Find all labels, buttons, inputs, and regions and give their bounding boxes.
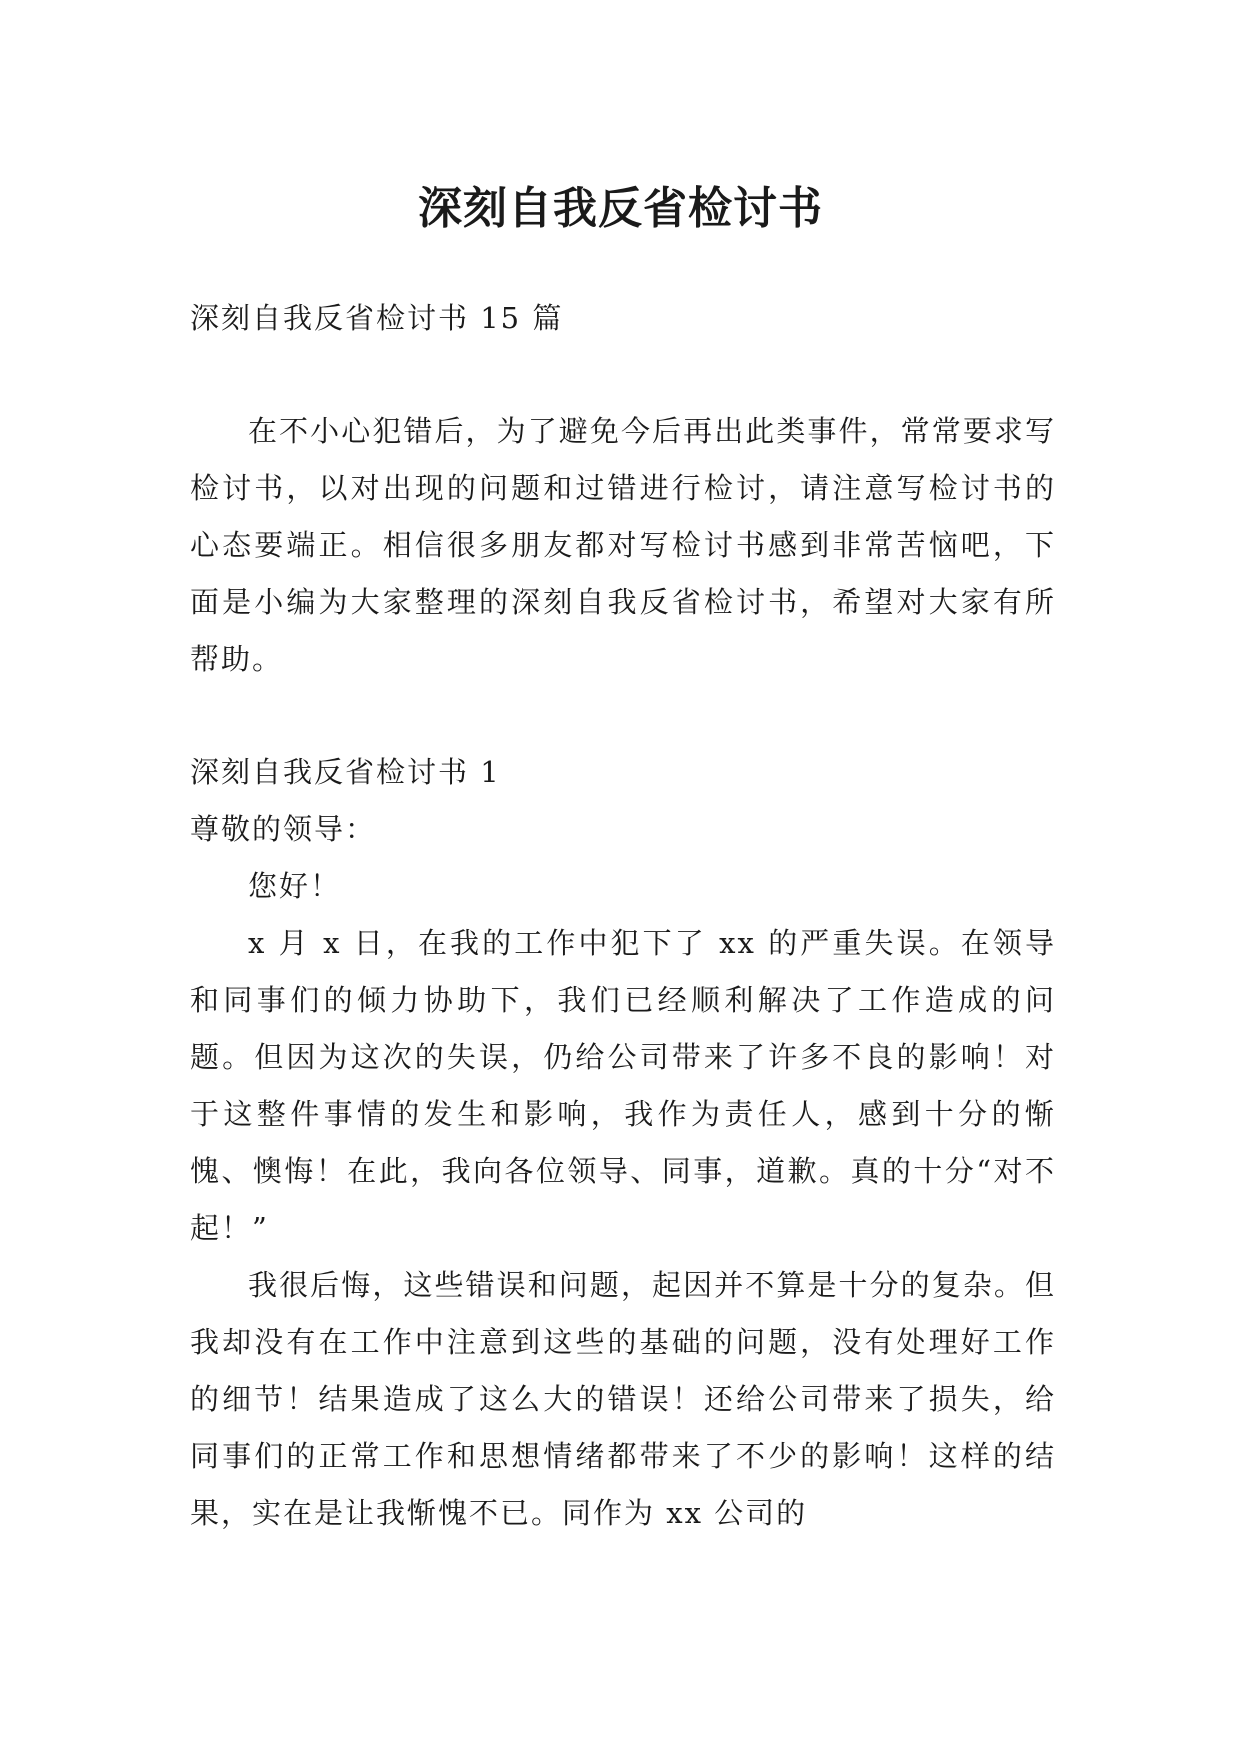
document-subtitle: 深刻自我反省检讨书 15 篇 xyxy=(190,301,564,335)
section-heading: 深刻自我反省检讨书 1 xyxy=(190,755,501,789)
document-body xyxy=(190,290,1056,1542)
document-title: 深刻自我反省检讨书 xyxy=(418,183,823,235)
greeting: 您好！ xyxy=(248,869,342,903)
salutation: 尊敬的领导： xyxy=(190,812,377,846)
intro-paragraph: 在不小心犯错后，为了避免今后再出此类事件，常常要求写检讨书，以对出现的问题和过错进行检讨，请注意写检讨书的心态要端正。相信很多朋友都对写检讨书感到非常苦恼吧，下面是小编为大家整理的深刻自我反省检讨书，希望对大家有所帮助。 xyxy=(190,414,1056,676)
body-paragraph-2: 我很后悔，这些错误和问题，起因并不算是十分的复杂。但我却没有在工作中注意到这些的基础的问题，没有处理好工作的细节！结果造成了这么大的错误！还给公司带来了损失，给同事们的正常工作和思想情绪都带来了不少的影响！这样的结果，实在是让我惭愧不已。同作为 xx 公司的 xyxy=(190,1268,1056,1530)
body-paragraph-1: x 月 x 日，在我的工作中犯下了 xx 的严重失误。在领导和同事们的倾力协助下，我们已经顺利解决了工作造成的问题。但因为这次的失误，仍给公司带来了许多不良的影响！对于这整件事情的发生和影响，我作为责任人，感到十分的惭愧、懊悔！在此，我向各位领导、同事，道歉。真的十分“对不起！” xyxy=(190,926,1056,1245)
